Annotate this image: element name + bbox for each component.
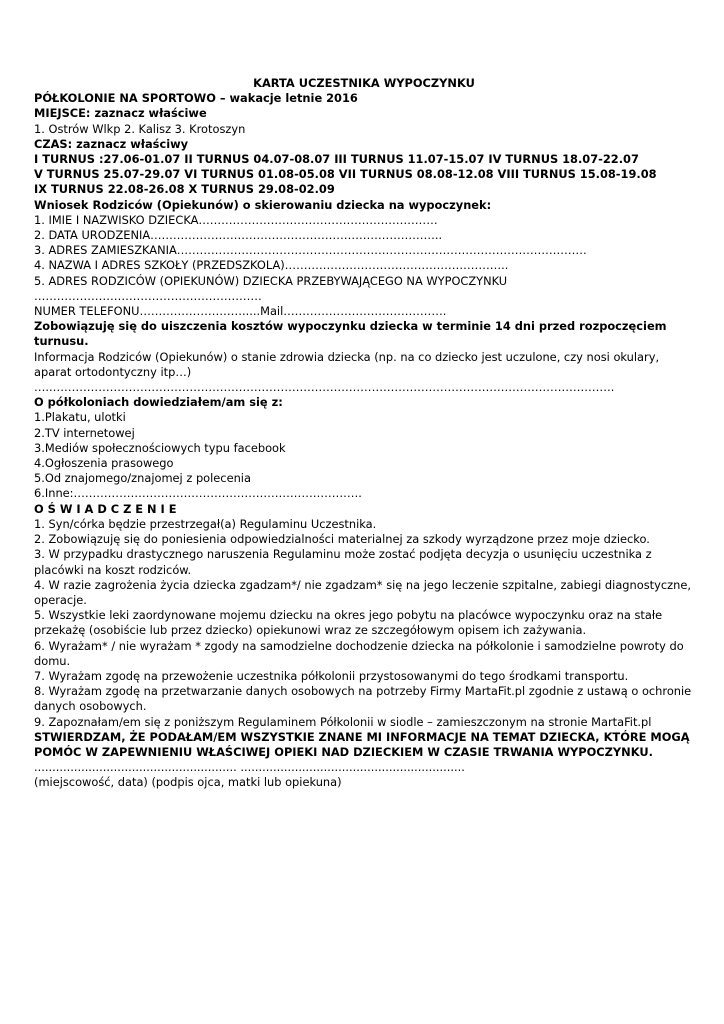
page-title: KARTA UCZESTNIKA WYPOCZYNKU xyxy=(253,76,475,90)
place-options: 1. Ostrów Wlkp 2. Kalisz 3. Krotoszyn xyxy=(34,121,246,136)
application-heading: Wniosek Rodziców (Opiekunów) o skierowaniu dziecka na wypoczynek: xyxy=(34,197,492,212)
address-field[interactable]: 3. ADRES ZAMIESZKANIA……………………………………………………………………………………………… xyxy=(34,243,587,258)
declaration-item: 9. Zapoznałam/em się z poniższym Regulaminem Półkolonii w siodle – zamieszczonym na stronie MartaFit.pl xyxy=(34,714,652,729)
declaration-item: 3. W przypadku drastycznego naruszenia Regulaminu może zostać podjęta decyzja o usunięciu uczestnika z placówki na koszt rodziców. xyxy=(34,547,652,577)
declaration-item: 4. W razie zagrożenia życia dziecka zgadzam*/ nie zgadzam* się na jego leczenie szpitalne, zabiegi diagnostyczne, operacje. xyxy=(34,577,691,607)
turns-line: IX TURNUS 22.08-26.08 X TURNUS 29.08-02.09 xyxy=(34,182,335,197)
signature-caption: (miejscowość, data) (podpis ojca, matki lub opiekuna) xyxy=(34,775,342,790)
source-option: 5.Od znajomego/znajomej z polecenia xyxy=(34,471,251,486)
parents-address-dots[interactable]: …………………………………………………… xyxy=(34,288,262,303)
final-statement: STWIERDZAM, ŻE PODAŁAM/EM WSZYSTKIE ZNANE MI INFORMACJE NA TEMAT DZIECKA, KTÓRE MOGĄ POMÓC W ZAPEWNIENIU WŁAŚCIWEJ OPIEKI NAD DZIECKIEM W CZASIE TRWANIA WYPOCZYNKU. xyxy=(34,729,690,759)
turns-line: V TURNUS 25.07-29.07 VI TURNUS 01.08-05.08 VII TURNUS 08.08-12.08 VIII TURNUS 15.08-19.08 xyxy=(34,167,657,182)
declaration-item: 7. Wyrażam zgodę na przewożenie uczestnika półkolonii przystosowanymi do tego środkami transportu. xyxy=(34,668,629,683)
health-info: Informacja Rodziców (Opiekunów) o stanie zdrowia dziecka (np. na co dziecko jest uczulone, czy nosi okulary, aparat ortodontyczny itp…) xyxy=(34,349,660,379)
place-label: MIEJSCE: zaznacz właściwe xyxy=(34,106,207,121)
declaration-item: 6. Wyrażam* / nie wyrażam * zgody na samodzielne dochodzenie dziecka na półkolonie i samodzielne powroty do domu. xyxy=(34,638,684,668)
child-name-field[interactable]: 1. IMIE I NAZWISKO DZIECKA……………………………………………………… xyxy=(34,212,438,227)
declaration-item: 5. Wszystkie leki zaordynowane mojemu dziecku na okres jego pobytu na placówce wypoczynku oraz na stałe przekażę (osobiście lub przez dziecko) opiekunowi wraz ze szczegółowym opisem ich zażywania. xyxy=(34,608,663,638)
signature-line[interactable]: ........................................................ .............................................................. xyxy=(34,760,465,775)
camp-name: PÓŁKOLONIE NA SPORTOWO – wakacje letnie 2016 xyxy=(34,91,358,106)
turns-line: I TURNUS :27.06-01.07 II TURNUS 04.07-08.07 III TURNUS 11.07-15.07 IV TURNUS 18.07-22.07 xyxy=(34,152,639,167)
birth-date-field[interactable]: 2. DATA URODZENIA………………………………………………………………….. xyxy=(34,228,443,243)
phone-mail-field[interactable]: NUMER TELEFONU……………………….....Mail……………………………………. xyxy=(34,304,447,319)
source-option: 1.Plakatu, ulotki xyxy=(34,410,126,425)
payment-commitment: Zobowiązuję się do uiszczenia kosztów wypoczynku dziecka w terminie 14 dni przed rozpoczęciem turnusu. xyxy=(34,319,667,349)
source-option-other[interactable]: 6.Inne:…………………………………………………………………. xyxy=(34,486,362,501)
declaration-item: 2. Zobowiązuję się do poniesienia odpowiedzialności materialnej za szkody wyrządzone przez moje dziecko. xyxy=(34,532,650,547)
source-heading: O półkoloniach dowiedziałem/am się z: xyxy=(34,395,283,410)
source-option: 2.TV internetowej xyxy=(34,425,135,440)
declaration-item: 8. Wyrażam zgodę na przetwarzanie danych osobowych na potrzeby Firmy MartaFit.pl zgodnie z ustawą o ochronie danych osobowych. xyxy=(34,684,692,714)
source-option: 4.Ogłoszenia prasowego xyxy=(34,456,174,471)
participant-card xyxy=(34,76,694,791)
time-label: CZAS: zaznacz właściwy xyxy=(34,136,189,151)
school-field[interactable]: 4. NAZWA I ADRES SZKOŁY (PRZEDSZKOLA)………………………………………………….. xyxy=(34,258,509,273)
parents-address-field[interactable]: 5. ADRES RODZICÓW (OPIEKUNÓW) DZIECKA PRZEBYWAJĄCEGO NA WYPOCZYNKU xyxy=(34,273,508,288)
declaration-item: 1. Syn/córka będzie przestrzegał(a) Regulaminu Uczestnika. xyxy=(34,516,377,531)
source-option: 3.Mediów społecznościowych typu facebook xyxy=(34,440,286,455)
declaration-heading: O Ś W I A D C Z E N I E xyxy=(34,501,177,516)
health-info-dots[interactable]: …..…………………………………………………………………………………………………………………………………. xyxy=(34,380,615,395)
